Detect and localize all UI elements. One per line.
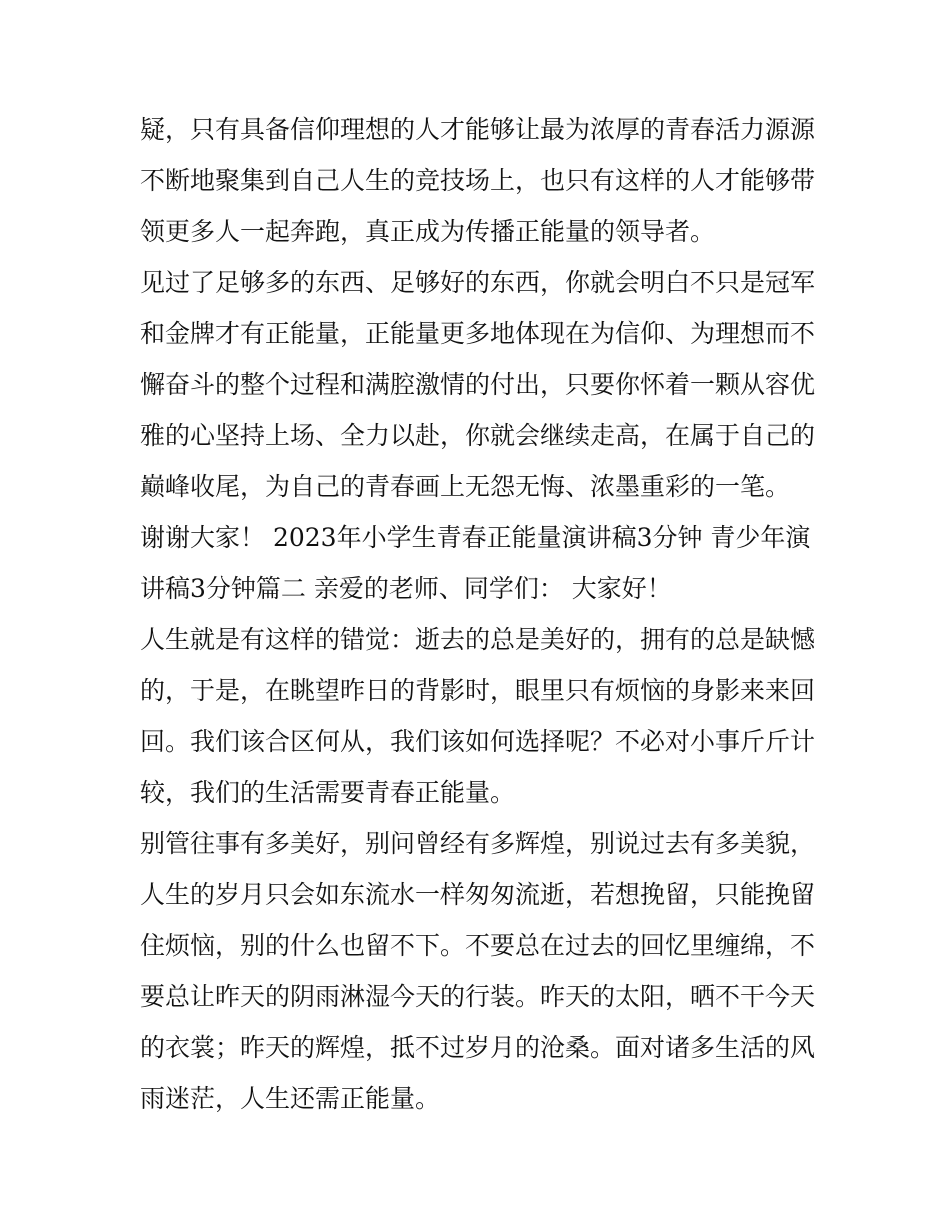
text-line: 谢谢大家！ 2023年小学生青春正能量演讲稿3分钟 青少年演: [140, 523, 811, 552]
text-line: 人生就是有这样的错觉：逝去的总是美好的，拥有的总是缺憾: [140, 625, 816, 654]
text-line: 住烦恼，别的什么也留不下。不要总在过去的回忆里缠绵，不: [140, 931, 816, 960]
text-line: 雨迷茫，人生还需正能量。: [140, 1084, 441, 1113]
text-line: 的，于是，在眺望昨日的背影时，眼里只有烦恼的身影来来回: [140, 676, 816, 705]
text-line: 讲稿3分钟篇二 亲爱的老师、同学们： 大家好！: [140, 574, 672, 603]
text-line: 别管往事有多美好，别问曾经有多辉煌，别说过去有多美貌，: [140, 829, 816, 858]
text-line: 人生的岁月只会如东流水一样匆匆流逝，若想挽留，只能挽留: [140, 880, 816, 909]
text-line: 回。我们该合区何从，我们该如何选择呢？不必对小事斤斤计: [140, 727, 816, 756]
text-line: 要总让昨天的阴雨淋湿今天的行装。昨天的太阳，晒不干今天: [140, 982, 816, 1011]
text-line: 的衣裳；昨天的辉煌，抵不过岁月的沧桑。面对诸多生活的风: [140, 1033, 816, 1062]
text-line: 不断地聚集到自己人生的竞技场上，也只有这样的人才能够带: [140, 166, 816, 195]
text-line: 雅的心坚持上场、全力以赴，你就会继续走高，在属于自己的: [140, 421, 816, 450]
body-text: [140, 104, 820, 1124]
text-line: 懈奋斗的整个过程和满腔激情的付出，只要你怀着一颗从容优: [140, 370, 816, 399]
text-line: 较，我们的生活需要青春正能量。: [140, 778, 516, 807]
text-line: 领更多人一起奔跑，真正成为传播正能量的领导者。: [140, 217, 716, 246]
text-line: 疑，只有具备信仰理想的人才能够让最为浓厚的青春活力源源: [140, 115, 816, 144]
text-line: 巅峰收尾，为自己的青春画上无怨无悔、浓墨重彩的一笔。: [140, 472, 791, 501]
text-line: 和金牌才有正能量，正能量更多地体现在为信仰、为理想而不: [140, 319, 816, 348]
text-line: 见过了足够多的东西、足够好的东西，你就会明白不只是冠军: [140, 268, 816, 297]
